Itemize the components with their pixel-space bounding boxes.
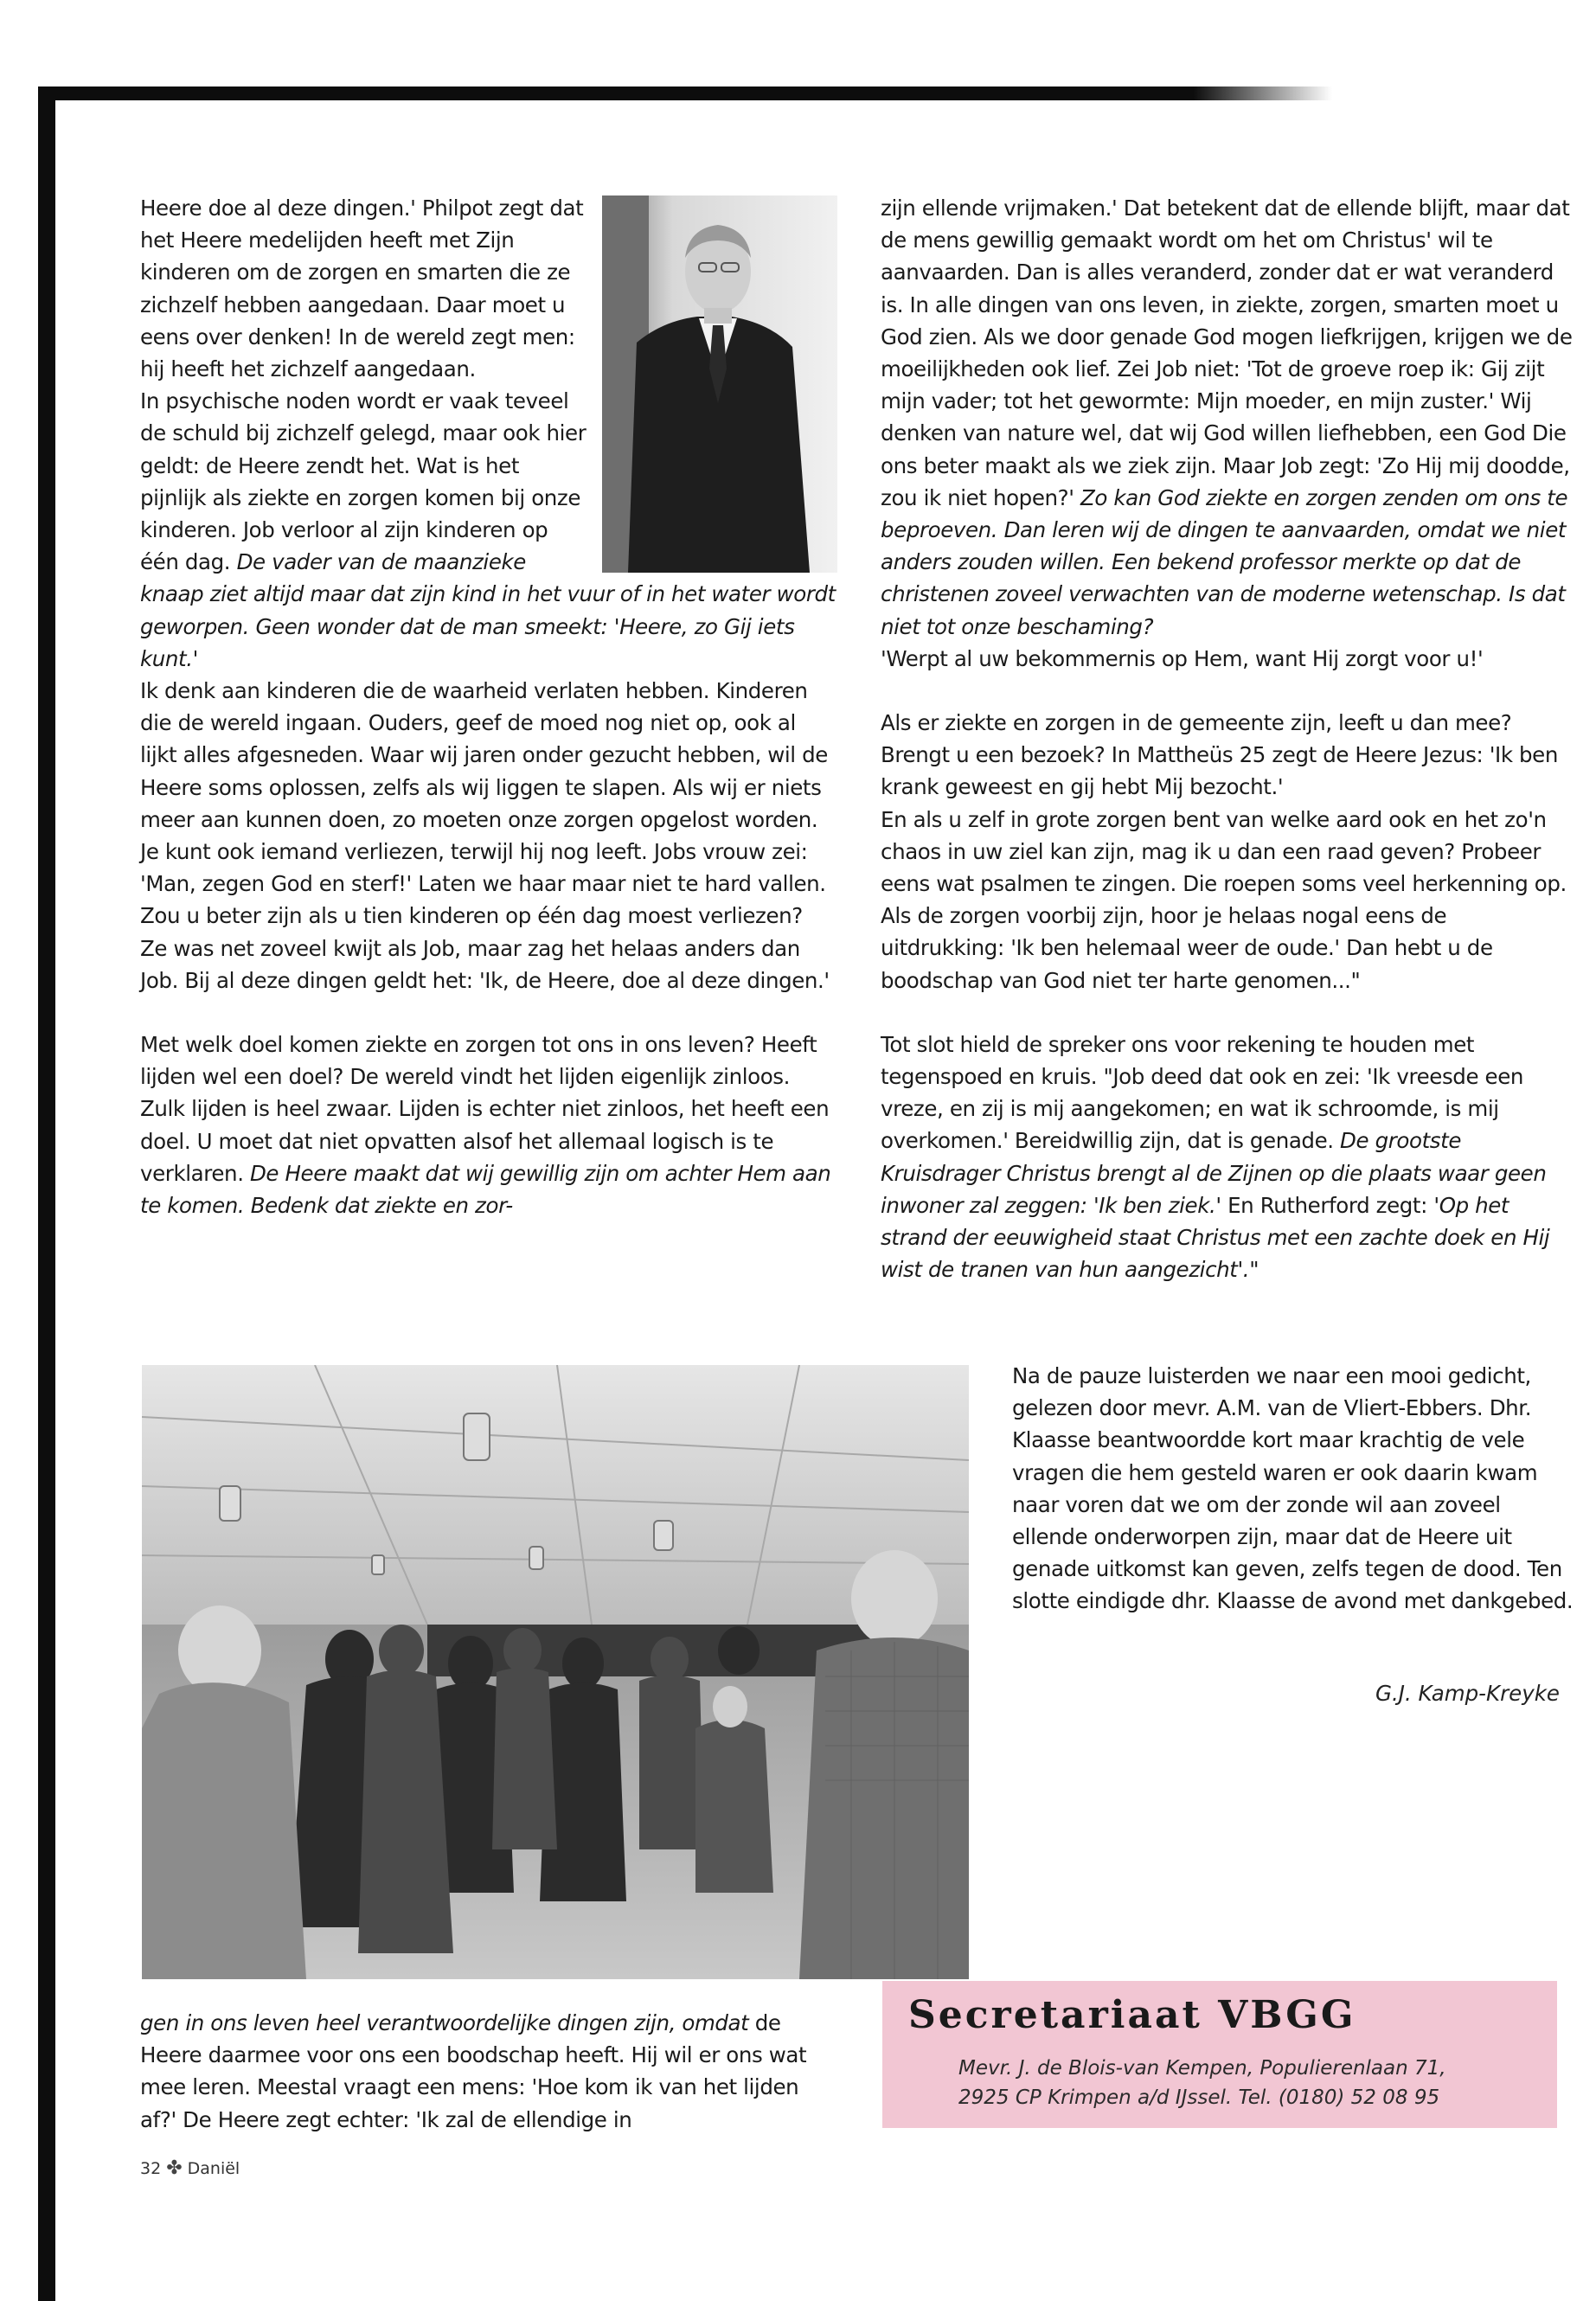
scan-border-top-fade <box>1194 87 1332 100</box>
secretariat-box <box>882 1981 1557 2128</box>
italic-span: 'Op het strand der eeuwigheid staat Christus met een zachte doek en Hij wist de tranen van hun aangezicht'." <box>881 1192 1550 1283</box>
paragraph: En als u zelf in grote zorgen bent van welke aard ook en het zo'n chaos in uw ziel kan zijn, mag ik u dan een raad geven? Probeer eens wat psalmen te zingen. Die roepen soms veel herkenning op. Als de zorgen voorbij zijn, hoor je helaas nogal eens de uitdrukking: 'Ik ben helemaal weer de oude.' Dan hebt u de boodschap van God niet ter harte genomen..." <box>881 806 1567 993</box>
left-column-bottom <box>140 2007 841 2136</box>
paragraph: 'Werpt al uw bekommernis op Hem, want Hij zorgt voor u!' <box>881 645 1484 671</box>
paragraph: Heere doe al deze dingen.' Philpot zegt dat het Heere medelijden heeft met Zijn kinderen om de zorgen en smarten die ze zichzelf hebben aangedaan. Daar moet u eens over denken! In de wereld zegt men: hij heeft het zichzelf aangedaan. <box>140 195 584 382</box>
scan-border-top <box>38 87 1301 100</box>
secretariat-address <box>958 2054 1547 2112</box>
left-column-top <box>140 192 836 1221</box>
text-span: In psychische noden wordt er vaak teveel de schuld bij zichzelf gelegd, maar ook hier geldt: de Heere zendt het. Wat is het pijnlijk als ziekte en zorgen komen bij onze kinderen. Job verloor al zijn kinderen op één dag. <box>140 388 586 575</box>
text-span: zijn ellende vrijmaken.' Dat betekent dat de ellende blijft, maar dat de mens gewillig gemaakt wordt om het om Christus' wil te aanvaarden. Dan is alles veranderd, zonder dat er wat veranderd is. In alle dingen van ons leven, in ziekte, zorgen, smarten moet u God zien. Als we door genade God mogen liefkrijgen, krijgen we de moeilijkheden ook lief. Zei Job niet: 'Tot de groeve roep ik: Gij zijt mijn vader; tot het gewormte: Mijn moeder, en mijn zuster.' Wij denken van nature wel, dat wij God willen liefhebben, een God Die ons beter maakt als we ziek zijn. Maar Job zegt: 'Zo Hij mij doodde, zou ik niet hopen?' <box>881 195 1573 510</box>
italic-span: De vader van de maanzieke knaap ziet altijd maar dat zijn kind in het vuur of in het water wordt geworpen. <box>140 549 836 639</box>
author-signature: G.J. Kamp-Kreyke <box>1375 1681 1560 1706</box>
paragraph: Je kunt ook iemand verliezen, terwijl hij nog leeft. Jobs vrouw zei: 'Man, zegen God en sterf!' Laten we haar maar niet te hard vallen. Zou u beter zijn als u tien kinderen op één dag moest verliezen? Ze was net zoveel kwijt als Job, maar zag het helaas anders dan Job. Bij al deze dingen geldt het: 'Ik, de Heere, doe al deze dingen.' <box>140 839 830 993</box>
paragraph: Ik denk aan kinderen die de waarheid verlaten hebben. Kinderen die de wereld ingaan. Ouders, geef de moed nog niet op, ook al lijkt alles afgesneden. Waar wij jaren onder gezucht hebben, wil de Heere soms oplossen, zelfs als wij liggen te slapen. Als wij er niets meer aan kunnen doen, zo moeten onze zorgen opgelost worden. <box>140 678 828 832</box>
page-footer <box>140 2157 240 2179</box>
paragraph <box>140 1029 836 1221</box>
page-number: 32 <box>140 2158 162 2178</box>
paragraph <box>881 1029 1574 1286</box>
right-column-middle <box>1012 1360 1576 1618</box>
italic-span: De grootste Kruisdrager Christus brengt al de Zijnen op die plaats waar geen inwoner zal zeggen: 'Ik ben ziek.' <box>881 1128 1547 1218</box>
italic-span: De Heere maakt dat wij gewillig zijn om achter Hem aan te komen. Bedenk dat ziekte en zor- <box>140 1160 831 1219</box>
italic-span: Een bekend professor merkte op dat de christenen zoveel verwachten van de moderne wetenschap. Is dat niet tot onze beschaming? <box>881 549 1566 639</box>
text-span: Met welk doel komen ziekte en zorgen tot ons in ons leven? Heeft lijden wel een doel? De wereld vindt het lijden eigenlijk zinloos. Zulk lijden is heel zwaar. Lijden is echter niet zinloos, het heeft een doel. U moet dat niet opvatten alsof het allemaal logisch is te verklaren. <box>140 1032 830 1186</box>
fleur-ornament-icon: ✤ <box>166 2157 183 2179</box>
text-span: de Heere daarmee voor ons een boodschap heeft. Hij wil er ons wat mee leren. Meestal vraagt een mens: 'Hoe kom ik van het lijden af?' De Heere zegt echter: 'Ik zal de ellendige in <box>140 2010 807 2132</box>
speaker-portrait-photo <box>602 195 837 573</box>
italic-span: gen in ons leven heel verantwoordelijke dingen zijn, omdat <box>140 2010 749 2035</box>
text-span: En Rutherford zegt: <box>1227 1192 1427 1218</box>
right-column-top <box>881 192 1574 1286</box>
italic-span: Zo kan God ziekte en zorgen zenden om ons te beproeven. Dan leren wij de dingen te aanvaarden, omdat we niet anders zouden willen. <box>881 484 1568 575</box>
secretariat-title: Secretariaat VBGG <box>908 1993 1356 2037</box>
paragraph: Als er ziekte en zorgen in de gemeente zijn, leeft u dan mee? Brengt u een bezoek? In Mattheüs 25 zegt de Heere Jezus: 'Ik ben krank geweest en gij hebt Mij bezocht.' <box>881 710 1558 800</box>
text-span: Tot slot hield de spreker ons voor rekening te houden met tegenspoed en kruis. "Job deed dat ook en zei: 'Ik vreesde een vreze, en zij is mij aangekomen; en wat ik schroomde, is mij overkomen.' Bereidwillig zijn, dat is genade. <box>881 1031 1523 1154</box>
meeting-crowd-photo <box>142 1365 969 1979</box>
paragraph <box>140 2007 841 2136</box>
address-line: 2925 CP Krimpen a/d IJssel. Tel. (0180) 52 08 95 <box>958 2086 1440 2109</box>
address-line: Mevr. J. de Blois-van Kempen, Populierenlaan 71, <box>958 2057 1446 2080</box>
paragraph: Na de pauze luisterden we naar een mooi gedicht, gelezen door mevr. A.M. van de Vliert-Ebbers. Dhr. Klaasse beantwoordde kort maar krachtig de vele vragen die hem gesteld waren er ook daarin kwam naar voren dat we om der zonde wil aan zoveel ellende onderworpen zijn, maar dat de Heere uit genade uitkomst kan geven, zelfs tegen de dood. Ten slotte eindigde dhr. Klaasse de avond met dankgebed. <box>1012 1363 1574 1614</box>
paragraph <box>881 192 1574 643</box>
magazine-name: Daniël <box>187 2158 240 2178</box>
scan-border-left <box>38 87 55 2301</box>
italic-span: Geen wonder dat de man smeekt: 'Heere, zo Gij iets kunt.' <box>140 613 795 671</box>
